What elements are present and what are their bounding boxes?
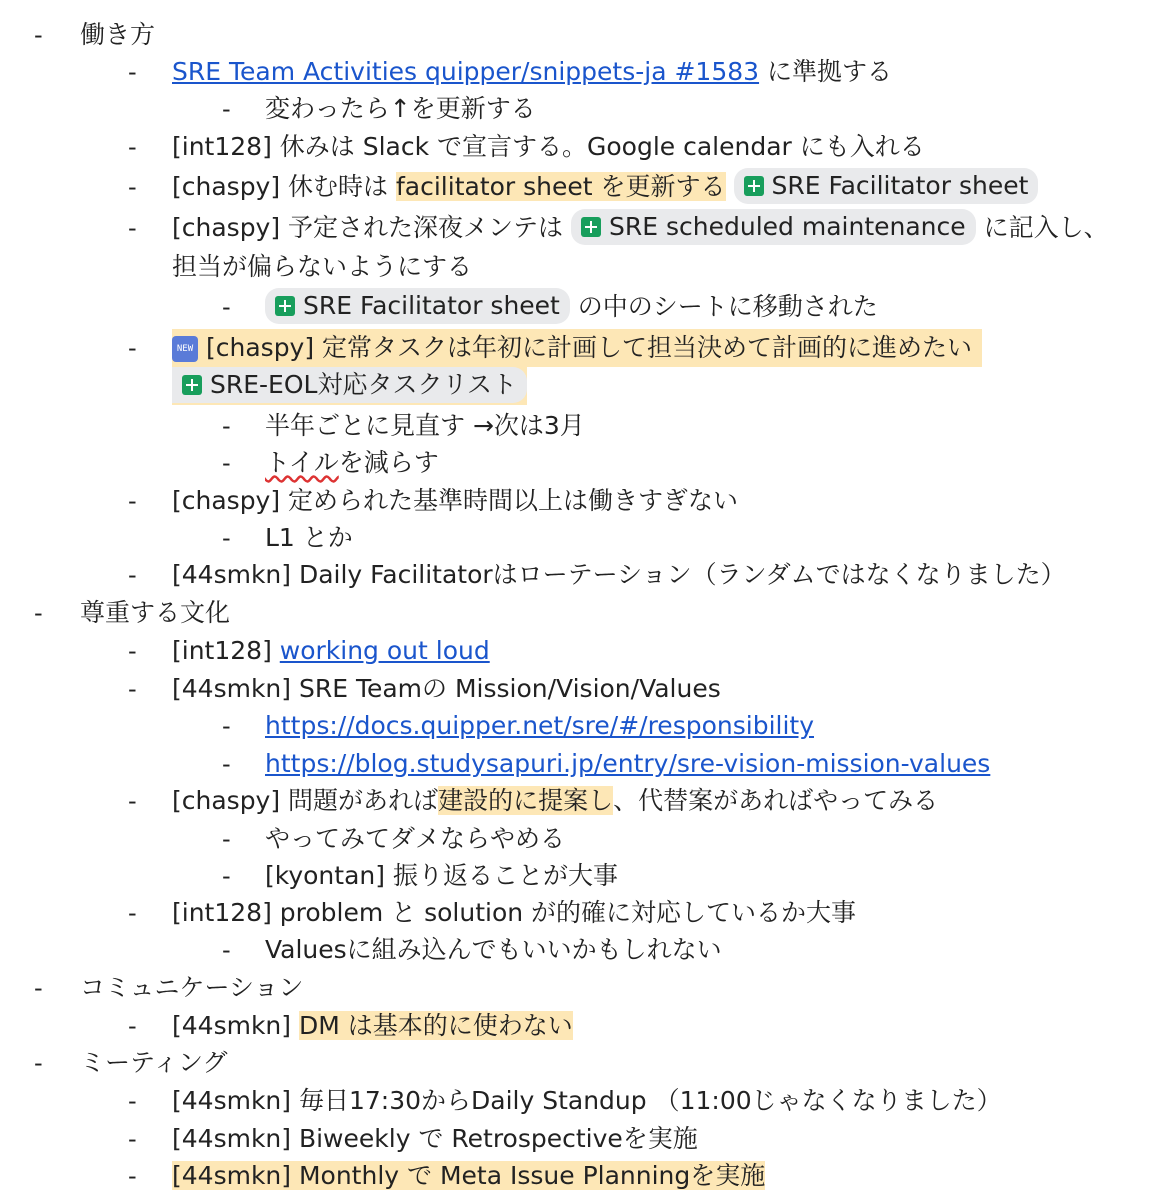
list-item: [kyontan] 振り返ることが大事	[265, 861, 618, 890]
spreadsheet-icon	[744, 176, 764, 196]
bullet: -	[222, 936, 231, 964]
list-item: [44smkn] Biweekly で Retrospectiveを実施	[172, 1124, 698, 1153]
bullet: -	[128, 133, 137, 161]
list-item: 変わったら↑を更新する	[265, 94, 536, 123]
bullet: -	[128, 58, 137, 86]
section-heading-communication: コミュニケーション	[80, 973, 304, 1002]
list-item	[265, 444, 439, 482]
highlighted-text: facilitator sheet を更新する	[396, 172, 726, 201]
bullet: -	[222, 449, 231, 477]
item-text: [chaspy] 問題があれば	[172, 786, 439, 815]
item-text: を減らす	[338, 448, 439, 477]
bullet: -	[128, 675, 137, 703]
spreadsheet-icon	[182, 375, 202, 395]
list-item	[265, 745, 990, 783]
list-item: 半年ごとに見直す →次は3月	[265, 411, 585, 440]
section-heading-culture: 尊重する文化	[80, 598, 231, 627]
item-text: [chaspy] 予定された深夜メンテは	[172, 213, 572, 242]
highlighted-text: 建設的に提案し	[438, 786, 614, 815]
list-item: [chaspy] 定められた基準時間以上は働きすぎない	[172, 486, 739, 515]
list-item: [int128] 休みは Slack で宣言する。Google calendar にも入れる	[172, 132, 925, 161]
list-item	[265, 707, 814, 745]
scheduled-maintenance-chip[interactable]	[571, 209, 976, 245]
list-item-continuation: 担当が偏らないようにする	[172, 252, 473, 281]
bullet: -	[222, 412, 231, 440]
item-text: [int128]	[172, 636, 280, 665]
bullet: -	[128, 487, 137, 515]
chip-label: SRE scheduled maintenance	[609, 212, 966, 241]
highlighted-text: [44smkn] Monthly で Meta Issue Planningを実施	[172, 1161, 766, 1190]
list-item	[172, 632, 490, 670]
spellcheck-word: トイル	[265, 448, 339, 477]
list-item: [44smkn] 毎日17:30からDaily Standup （11:00じゃなくなりました）	[172, 1086, 1002, 1115]
facilitator-sheet-chip[interactable]	[265, 288, 570, 324]
list-item: L1 とか	[265, 523, 353, 552]
bullet: -	[128, 787, 137, 815]
list-item	[172, 168, 1038, 206]
bullet: -	[34, 974, 43, 1002]
item-text: 、代替案があればやってみる	[613, 786, 939, 815]
bullet: -	[128, 637, 137, 665]
facilitator-sheet-chip[interactable]	[734, 168, 1039, 204]
bullet: -	[222, 95, 231, 123]
highlighted-text: DM は基本的に使わない	[298, 1011, 573, 1040]
bullet: -	[128, 1012, 137, 1040]
list-item: Valuesに組み込んでもいいかもしれない	[265, 935, 722, 964]
bullet: -	[222, 293, 231, 321]
item-text: [chaspy] 休む時は	[172, 172, 396, 201]
bullet: -	[222, 750, 231, 778]
list-item: やってみてダメならやめる	[265, 824, 566, 853]
list-item	[172, 782, 938, 820]
list-item	[172, 1007, 573, 1045]
bullet: -	[128, 173, 137, 201]
bullet: -	[128, 214, 137, 242]
bullet: -	[128, 561, 137, 589]
responsibility-link[interactable]: https://docs.quipper.net/sre/#/responsibility	[265, 711, 814, 740]
vision-mission-values-link[interactable]: https://blog.studysapuri.jp/entry/sre-vision-mission-values	[265, 749, 991, 778]
section-heading-work-style: 働き方	[80, 20, 156, 49]
bullet: -	[128, 1125, 137, 1153]
item-text: の中のシートに移動された	[569, 292, 878, 321]
bullet: -	[222, 712, 231, 740]
bullet: -	[34, 21, 43, 49]
list-item: [44smkn] SRE Teamの Mission/Vision/Values	[172, 674, 721, 703]
list-item	[172, 329, 982, 367]
bullet: -	[222, 825, 231, 853]
list-item	[172, 53, 892, 91]
new-icon: NEW	[172, 336, 198, 362]
item-text: に準拠する	[759, 57, 893, 86]
bullet: -	[222, 524, 231, 552]
list-item	[172, 209, 1109, 247]
bullet: -	[128, 1162, 137, 1190]
chip-label: SRE Facilitator sheet	[771, 171, 1029, 200]
item-text: [chaspy] 定常タスクは年初に計画して担当決めて計画的に進めたい	[206, 333, 973, 362]
list-item: [int128] problem と solution が的確に対応しているか大事	[172, 898, 857, 927]
bullet: -	[34, 599, 43, 627]
eol-task-list-chip[interactable]	[172, 367, 527, 403]
list-item	[265, 288, 878, 326]
bullet: -	[34, 1049, 43, 1077]
spreadsheet-icon	[275, 296, 295, 316]
chip-label: SRE Facilitator sheet	[303, 291, 560, 320]
bullet: -	[128, 899, 137, 927]
section-heading-meetings: ミーティング	[80, 1048, 228, 1077]
item-text: [44smkn]	[172, 1011, 299, 1040]
list-item	[172, 1157, 765, 1195]
list-item-continuation	[172, 367, 527, 405]
bullet: -	[128, 334, 137, 362]
sre-activities-link[interactable]: SRE Team Activities quipper/snippets-ja #1583	[172, 57, 760, 86]
list-item: [44smkn] Daily Facilitatorはローテーション（ランダムではなくなりました）	[172, 560, 1066, 589]
working-out-loud-link[interactable]: working out loud	[279, 636, 490, 665]
spreadsheet-icon	[581, 217, 601, 237]
item-text: に記入し、	[975, 213, 1109, 242]
chip-label: SRE-EOL対応タスクリスト	[210, 370, 517, 399]
bullet: -	[128, 1087, 137, 1115]
bullet: -	[222, 862, 231, 890]
